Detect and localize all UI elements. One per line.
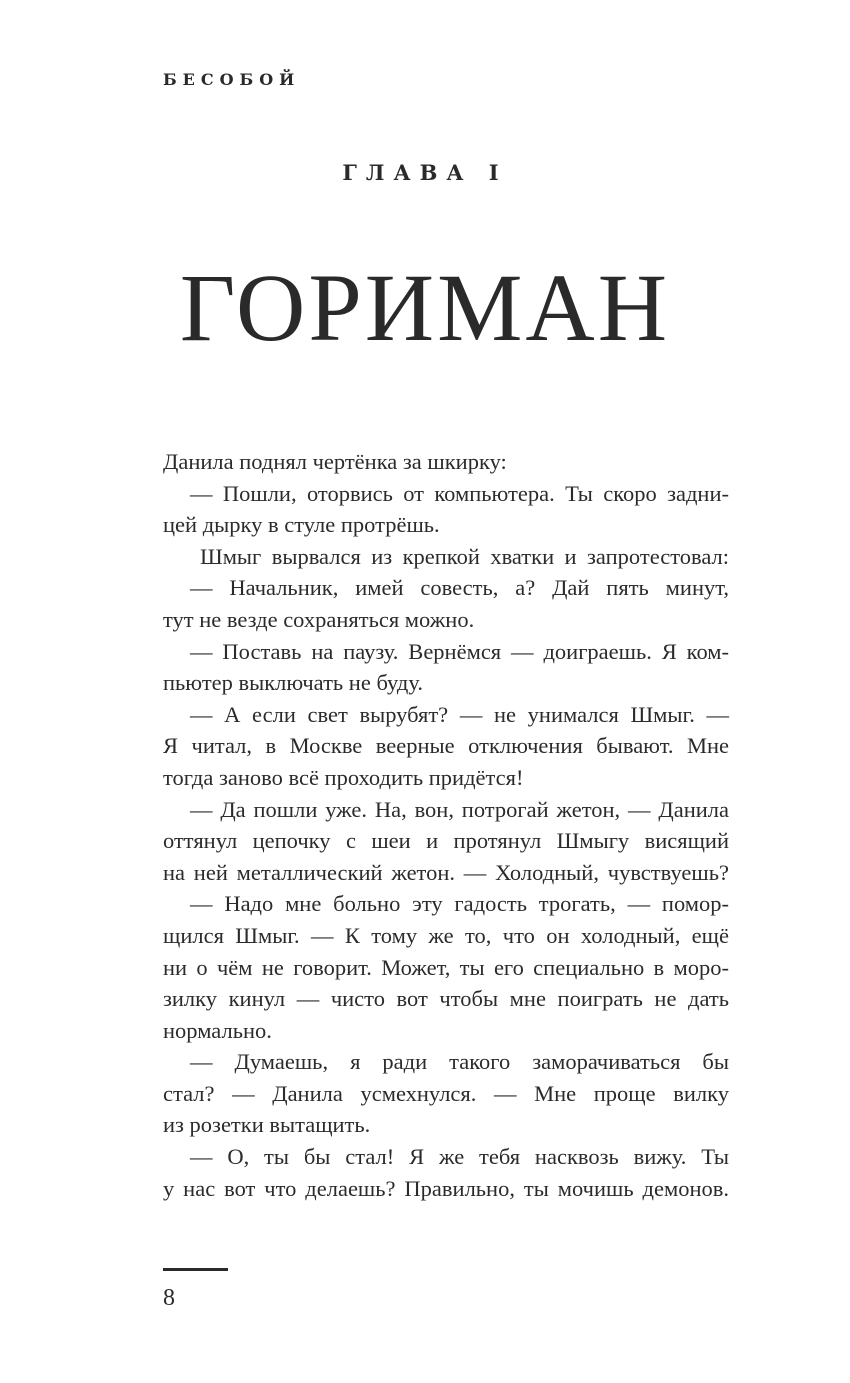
text-line: щился Шмыг. — К тому же то, что он холодный, ещё — [163, 922, 729, 948]
body-text — [163, 446, 729, 1204]
text-line: ни о чём не говорит. Может, ты его специально в моро- — [163, 954, 729, 980]
text-line: тогда заново всё проходить придётся! — [163, 764, 524, 790]
text-line: из розетки вытащить. — [163, 1112, 371, 1138]
text-line: — А если свет вырубят? — не унимался Шмыг. — — [190, 701, 729, 727]
text-line: — Да пошли уже. На, вон, потрогай жетон, — Данила — [190, 796, 729, 822]
text-line: пьютер выключать не буду. — [163, 670, 423, 696]
text-line: — Пошли, оторвись от компьютера. Ты скоро задни- — [190, 480, 729, 506]
text-line: нормально. — [163, 1017, 272, 1043]
text-line: на ней металлический жетон. — Холодный, чувствуешь? — [163, 859, 729, 885]
text-line: оттянул цепочку с шеи и протянул Шмыгу висящий — [163, 828, 729, 854]
text-line: Я читал, в Москве веерные отключения бывают. Мне — [163, 733, 729, 759]
chapter-title: ГОРИМАН — [179, 254, 671, 362]
text-line: Шмыг вырвался из крепкой хватки и запротестовал: — [200, 543, 729, 569]
text-line: — Думаешь, я ради такого заморачиваться бы — [190, 1049, 729, 1075]
text-line: цей дырку в стуле протрёшь. — [163, 512, 440, 538]
text-line: стал? — Данила усмехнулся. — Мне проще вилку — [163, 1080, 729, 1106]
text-line: — Начальник, имей совесть, а? Дай пять минут, — [190, 575, 729, 601]
footer-rule — [163, 1268, 228, 1271]
text-line: зилку кинул — чисто вот чтобы мне поиграть не дать — [163, 986, 729, 1012]
running-head: БЕСОБОЙ — [163, 70, 301, 89]
text-line: — Поставь на паузу. Вернёмся — доиграешь. Я ком- — [190, 638, 729, 664]
page-number: 8 — [163, 1285, 175, 1311]
text-line: у нас вот что делаешь? Правильно, ты мочишь демонов. — [163, 1175, 729, 1201]
text-line: — Надо мне больно эту гадость трогать, — помор- — [190, 891, 729, 917]
text-line: — О, ты бы стал! Я же тебя насквозь вижу. Ты — [190, 1144, 729, 1170]
chapter-label: ГЛАВА I — [342, 160, 508, 185]
text-line: Данила поднял чертёнка за шкирку: — [163, 449, 507, 474]
text-line: тут не везде сохраняться можно. — [163, 606, 475, 632]
